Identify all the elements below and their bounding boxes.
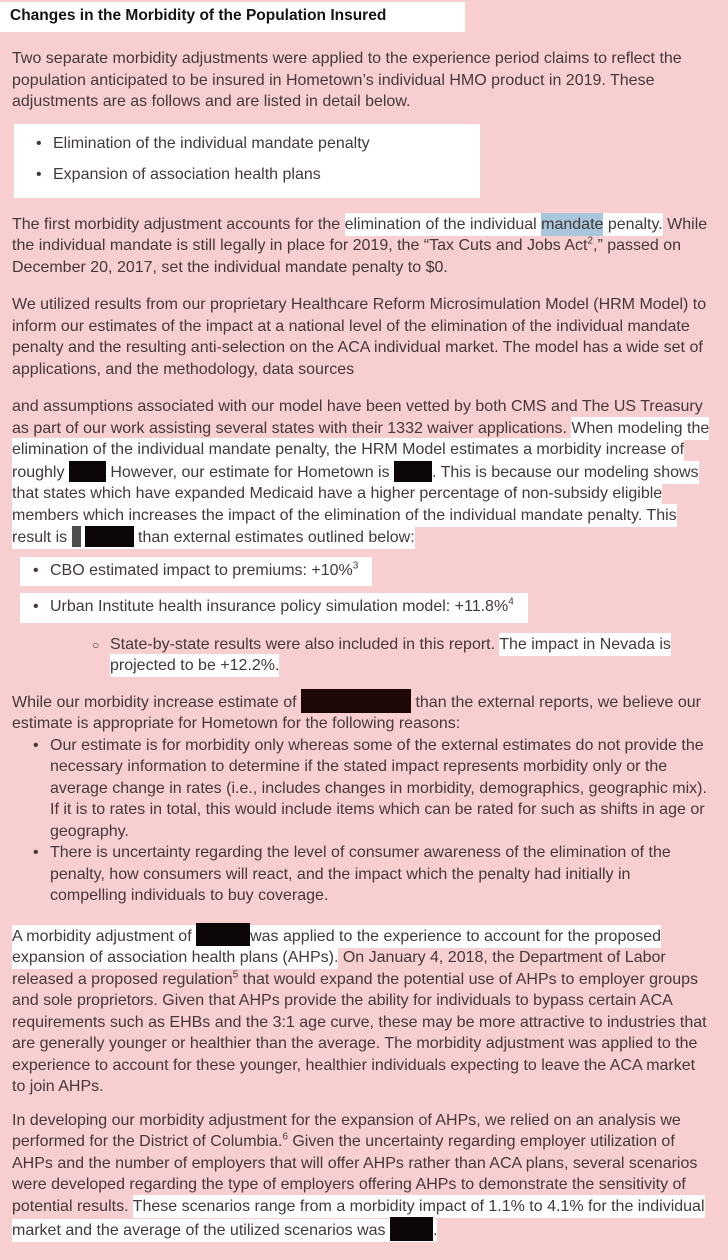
highlighted-text: elimination of the individual <box>345 213 542 236</box>
bullet-list-adjustments <box>14 124 480 198</box>
paragraph-rationale <box>12 689 712 735</box>
redaction-box <box>394 461 432 482</box>
bullet-icon: • <box>36 134 42 152</box>
text-run: On January 4, 2018, the Department of Labor released a proposed regulation <box>12 949 666 988</box>
footnote-superscript: 5 <box>232 969 239 981</box>
redaction-box <box>85 526 134 547</box>
bullet-icon: • <box>33 561 39 579</box>
text-run: While the individual mandate is still legally in place for 2019, the “Tax Cuts and Jobs Act <box>12 215 708 254</box>
list-item-association-health-plans <box>14 164 480 186</box>
paragraph-ahp-adjustment <box>12 923 712 1098</box>
text-run: While our morbidity increase estimate of <box>12 693 301 711</box>
paragraph-intro <box>12 48 712 113</box>
highlighted-text: penalty. <box>603 213 662 236</box>
redaction-box <box>196 923 250 947</box>
bullet-item-urban-institute <box>20 593 528 623</box>
bullet-item-reason-morbidity-only <box>0 735 708 843</box>
text-run: We utilized results from our proprietary Healthcare Reform Microsimulation Model (HRM Model) to inform our estimates of the impact at a national level of the elimination of the individual mandate penalty and the resulting anti-selection on the ACA individual market. The model has a wide set of applications, and the methodology, data sources <box>12 296 707 378</box>
selected-word-mandate: mandate <box>541 213 603 236</box>
highlighted-text: These scenarios range from a morbidity impact of 1.1% to 4.1% for the individual market and the average of the utilized scenarios was <box>12 1195 705 1243</box>
text-run: In developing our morbidity adjustment for the expansion of AHPs, we relied on an analysis we performed for the District of Columbia. <box>12 1111 681 1150</box>
bullet-icon: • <box>33 736 39 754</box>
text-run: Given the uncertainty regarding employer utilization of AHPs and the number of employers that will offer AHPs rather than ACA plans, several scenarios were developed regarding the type of employers offering AHPs to demonstrate the sensitivity of potential results. <box>12 1133 698 1215</box>
text-run: State-by-state results were also included in this report. <box>110 635 500 653</box>
bullet-icon: • <box>33 598 39 615</box>
bullet-icon: • <box>36 166 42 183</box>
highlighted-text: than external estimates outlined below: <box>134 526 415 549</box>
list-item-mandate-penalty <box>14 133 480 155</box>
section-title: Changes in the Morbidity of the Population Insured <box>0 2 465 32</box>
highlighted-text: A morbidity adjustment of <box>12 925 196 948</box>
circle-bullet-icon: ○ <box>92 637 100 652</box>
highlighted-text: When modeling the elimination of the individual mandate penalty, the HRM Model estimates a morbidity increase of roughly <box>12 417 709 484</box>
text-run: The first morbidity adjustment accounts for the <box>12 215 345 233</box>
paragraph-first-adjustment <box>12 214 712 279</box>
highlighted-text: . <box>433 1219 437 1242</box>
footnote-superscript: 6 <box>282 1131 288 1143</box>
bullet-item-label: Urban Institute health insurance policy simulation model: +11.8% <box>50 598 509 615</box>
footnote-superscript: 2 <box>587 235 593 247</box>
footnote-superscript: 4 <box>508 596 514 608</box>
paragraph-vetting <box>12 396 712 549</box>
highlighted-text: was applied to the experience to account for the proposed expansion of association health plans (AHPs). <box>12 925 661 970</box>
highlighted-text: . This is because our modeling shows that states which have expanded Medicaid have a higher percentage of non-subsidy eligible members which increases the impact of the elimination of the individual mandate penalty. This result is <box>12 461 699 550</box>
text-run: and assumptions associated with our model have been vetted by both CMS and The US Treasury as part of our work assisting several states with their 1332 waiver applications. <box>12 398 703 437</box>
bullet-item-label: CBO estimated impact to premiums: +10% <box>50 561 353 579</box>
bullet-item-reason-uncertainty <box>0 842 708 907</box>
bullet-item-cbo <box>20 557 372 587</box>
text-run: ,” passed on December 20, 2017, set the individual mandate penalty to $0. <box>12 237 682 276</box>
bullet-item-label: Our estimate is for morbidity only whereas some of the external estimates do not provide the necessary information to determine if the stated impact represents morbidity only or the average change in rates (i.e., includes changes in morbidity, demographics, geographic mix). If it is to rates in total, this would include items which can be rated for such as shifts in age or geography. <box>50 736 707 840</box>
text-run: Two separate morbidity adjustments were applied to the experience period claims to reflect the population anticipated to be insured in Hometown’s individual HMO product in 2019. These adjustments are as follows and are listed in detail below. <box>12 50 682 110</box>
sub-bullet-state-by-state <box>92 634 685 677</box>
list-item-label: Elimination of the individual mandate penalty <box>53 134 370 152</box>
bullet-item-label: There is uncertainty regarding the level of consumer awareness of the elimination of the penalty, how consumers will react, and the impact which the penalty had initially in compelling individuals to buy coverage. <box>50 844 671 904</box>
list-item-label: Expansion of association health plans <box>53 166 321 183</box>
redaction-box <box>69 461 106 482</box>
redaction-box <box>390 1217 433 1241</box>
text-run: than the external reports, we believe our estimate is appropriate for Hometown for the following reasons: <box>12 693 701 732</box>
footnote-superscript: 3 <box>352 560 359 572</box>
highlighted-text: However, our estimate for Hometown is <box>106 461 394 484</box>
text-run: that would expand the potential use of AHPs to employer groups and sole proprietors. Given that AHPs provide the ability for individuals to bypass certain ACA requirements such as EHBs and the 3:1 age curve, these may be more attractive to industries that are generally younger or healthier than the average. The morbidity adjustment was applied to the experience to account for these younger, healthier individuals expecting to leave the ACA market to join AHPs. <box>12 970 707 1095</box>
paragraph-ahp-development <box>12 1110 712 1242</box>
redaction-box <box>301 689 411 713</box>
bullet-icon: • <box>33 844 39 861</box>
redaction-box-partial <box>72 526 81 547</box>
highlighted-text: The impact in Nevada is projected to be +12.2%. <box>110 633 671 678</box>
paragraph-hrm-model <box>12 294 712 380</box>
